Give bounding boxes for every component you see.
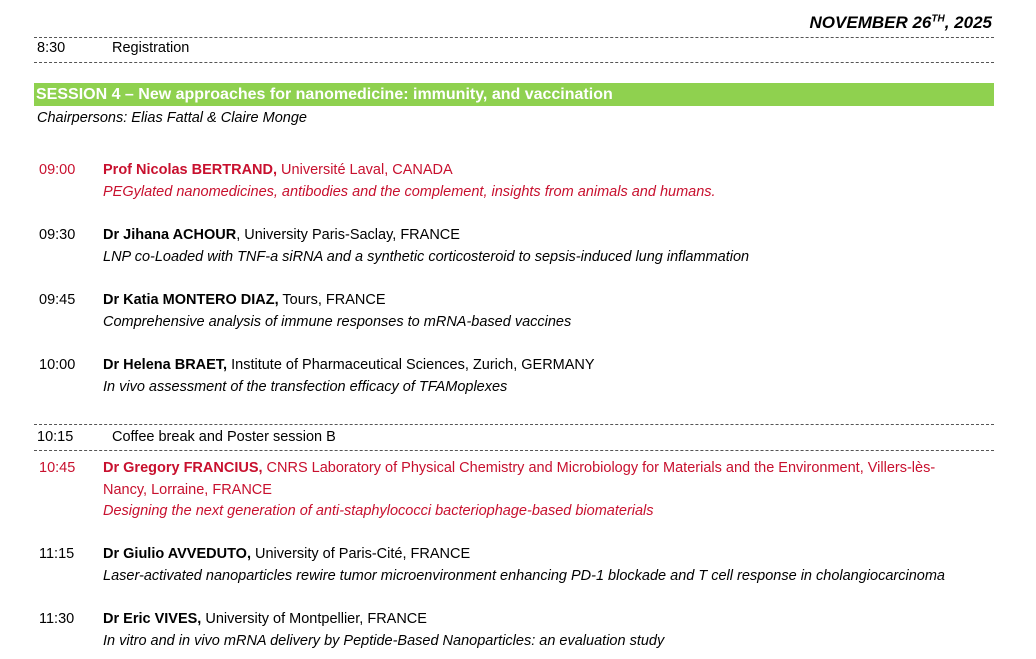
divider-after-registration	[34, 62, 994, 63]
talk-speaker: Dr Gregory FRANCIUS,	[103, 460, 263, 476]
talk-time: 09:00	[39, 162, 76, 178]
talk-time: 11:15	[39, 546, 75, 562]
session-title-bar: SESSION 4 – New approaches for nanomedicine: immunity, and vaccination	[34, 83, 994, 106]
program-date: NOVEMBER 26TH, 2025	[809, 13, 992, 32]
talk-affiliation: Université Laval, CANADA	[277, 162, 453, 178]
divider-top	[34, 37, 994, 38]
session-chairpersons: Chairpersons: Elias Fattal & Claire Monge	[37, 110, 307, 126]
talk-body	[103, 458, 979, 523]
talk-speaker: Dr Jihana ACHOUR	[103, 227, 237, 243]
talk-title: Designing the next generation of anti-staphylococci bacteriophage-based biomaterials	[103, 503, 654, 519]
talk-time: 09:45	[39, 292, 76, 308]
talk-affiliation: University of Paris-Cité, FRANCE	[250, 546, 471, 562]
talk-affiliation: Tours, FRANCE	[278, 292, 386, 308]
talk-speaker: Dr Giulio AVVEDUTO,	[103, 546, 251, 562]
talk-title: Laser-activated nanoparticles rewire tumor microenvironment enhancing PD-1 blockade and T cell response in cholangiocarcinoma	[103, 567, 945, 584]
registration-label: Registration	[112, 40, 190, 56]
registration-row	[37, 40, 189, 56]
talk-body	[103, 355, 979, 398]
talk-speaker: Dr Eric VIVES,	[103, 611, 202, 627]
talk-speaker: Prof Nicolas BERTRAND,	[103, 162, 278, 178]
talk-time: 11:30	[39, 611, 75, 627]
talk-title: In vitro and in vivo mRNA delivery by Peptide-Based Nanoparticles: an evaluation study	[103, 632, 665, 649]
coffee-break-row	[37, 429, 336, 445]
talk-affiliation: CNRS Laboratory of Physical Chemistry and Microbiology for Materials and the Environment, Villers-lès-Nancy, Lorraine, FRANCE	[103, 460, 936, 498]
talk-body	[103, 290, 979, 333]
divider-after-coffee	[34, 450, 994, 451]
talk-affiliation: , University Paris-Saclay, FRANCE	[236, 227, 460, 243]
talk-body	[103, 544, 979, 587]
talk-title: PEGylated nanomedicines, antibodies and the complement, insights from animals and humans.	[103, 183, 716, 200]
talk-time: 10:45	[39, 460, 76, 476]
talk-speaker: Dr Katia MONTERO DIAZ,	[103, 292, 279, 308]
divider-before-coffee	[34, 424, 994, 425]
talk-body	[103, 609, 979, 652]
talk-time: 09:30	[39, 227, 76, 243]
talk-time: 10:00	[39, 357, 76, 373]
talk-body	[103, 160, 979, 203]
talk-title: Comprehensive analysis of immune responses to mRNA-based vaccines	[103, 313, 572, 330]
registration-time: 8:30	[37, 40, 66, 56]
coffee-break-label: Coffee break and Poster session B	[112, 429, 336, 445]
talk-affiliation: Institute of Pharmaceutical Sciences, Zurich, GERMANY	[227, 357, 595, 373]
talk-speaker: Dr Helena BRAET,	[103, 357, 228, 373]
talk-body	[103, 225, 979, 268]
coffee-break-time: 10:15	[37, 429, 74, 445]
talk-affiliation: University of Montpellier, FRANCE	[201, 611, 427, 627]
talk-title: In vivo assessment of the transfection efficacy of TFAMoplexes	[103, 378, 508, 395]
talk-title: LNP co-Loaded with TNF-a siRNA and a synthetic corticosteroid to sepsis-induced lung inflammation	[103, 248, 750, 265]
